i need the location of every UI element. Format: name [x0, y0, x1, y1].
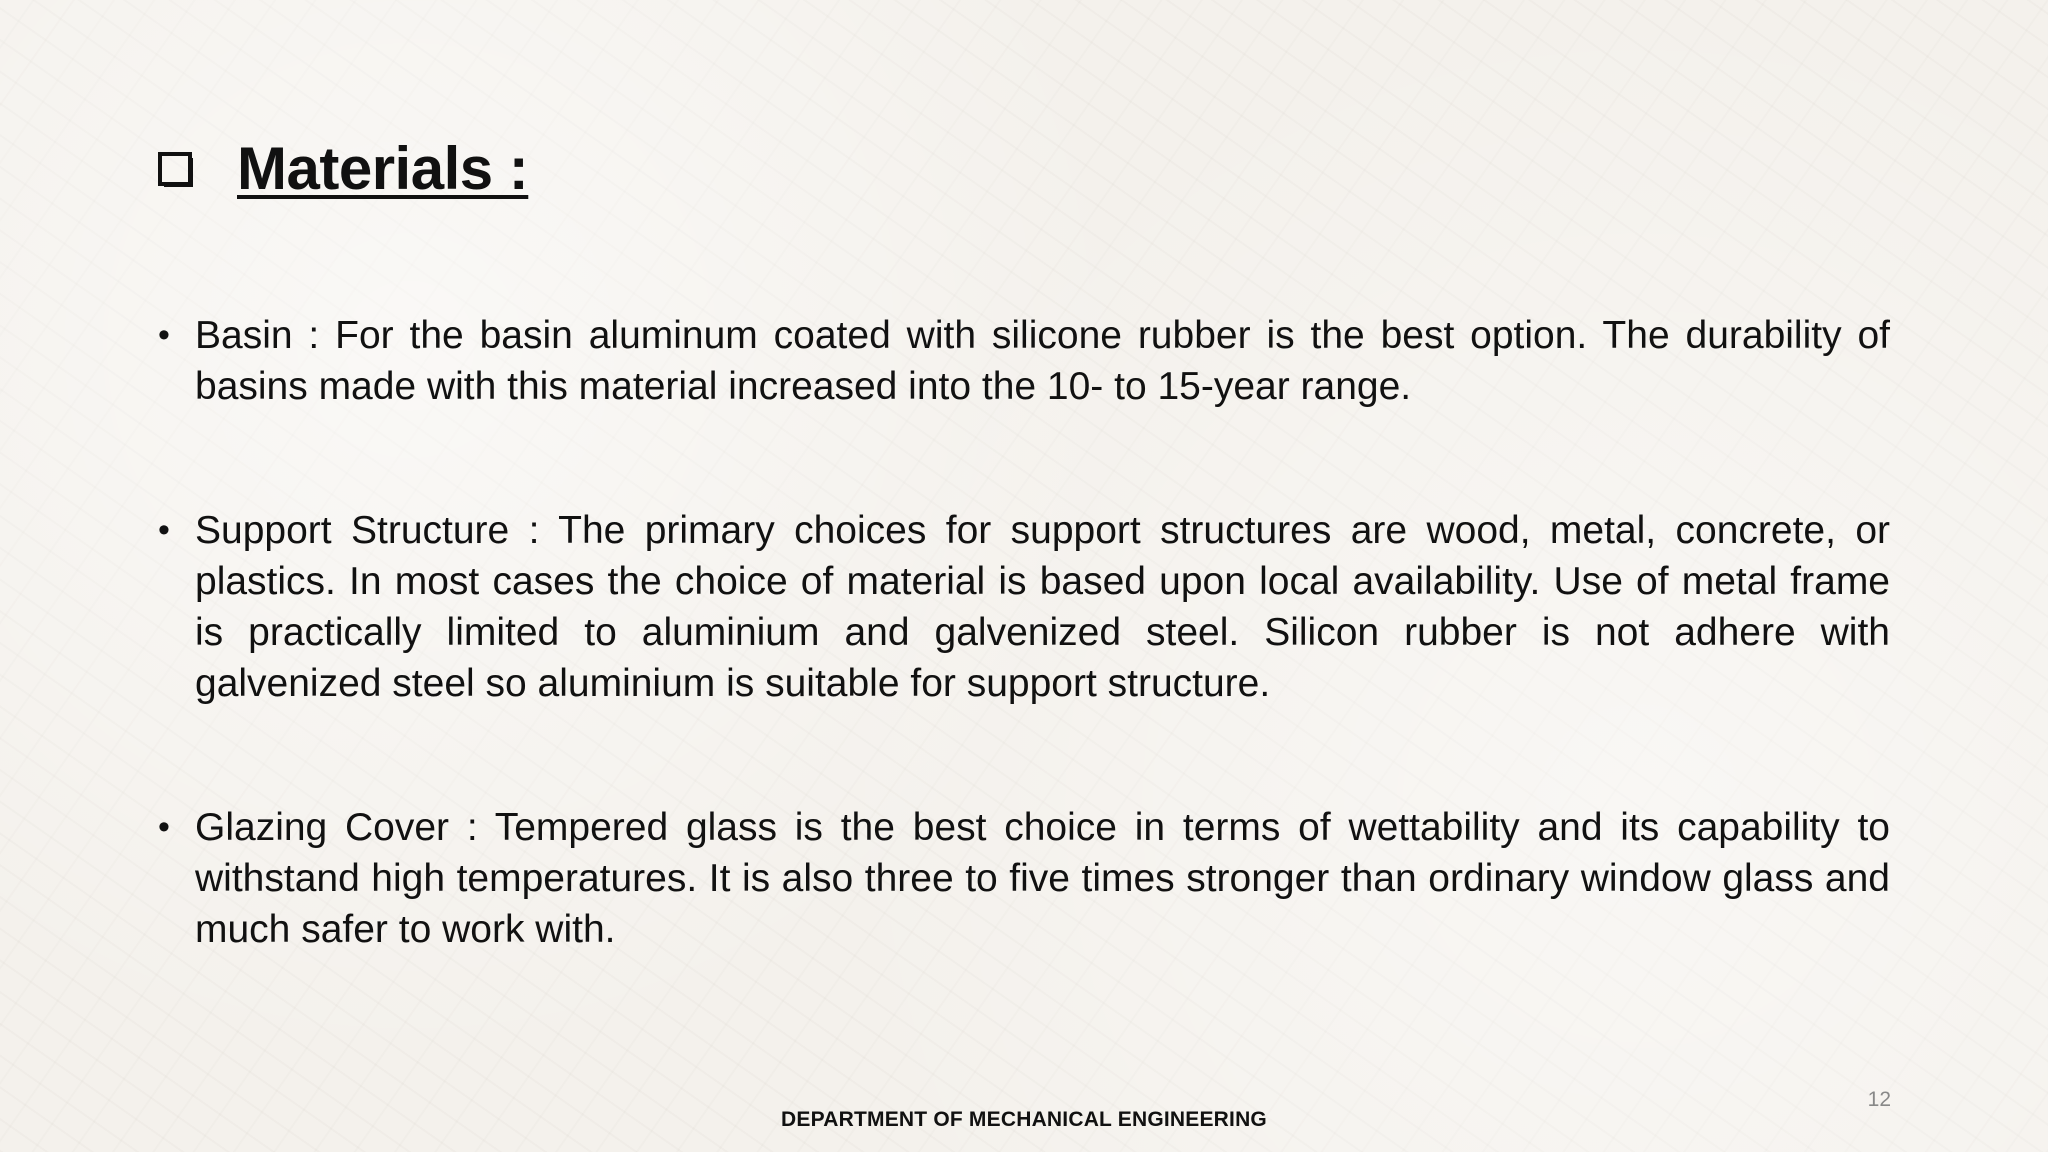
slide-title: Materials :	[237, 135, 529, 202]
bullet-basin: • Basin : For the basin aluminum coated with silicone rubber is the best option. The durability of basins made with this material increased into the 10- to 15-year range.	[158, 310, 1890, 412]
title-row	[158, 136, 528, 202]
bullet-glazing-cover: • Glazing Cover : Tempered glass is the best choice in terms of wettability and its capability to withstand high temperatures. It is also three to five times stronger than ordinary window glass and much safer to work with.	[158, 802, 1890, 955]
footer-department: DEPARTMENT OF MECHANICAL ENGINEERING	[781, 1108, 1267, 1131]
bullet-support-structure: • Support Structure : The primary choices for support structures are wood, metal, concrete, or plastics. In most cases the choice of material is based upon local availability. Use of metal frame is practically limited to aluminium and galvenized steel. Silicon rubber is not adhere with galvenized steel so aluminium is suitable for support structure.	[158, 505, 1890, 709]
bullet-list	[158, 310, 1890, 955]
checkbox-icon	[158, 152, 192, 186]
page-number: 12	[1867, 1088, 1891, 1111]
